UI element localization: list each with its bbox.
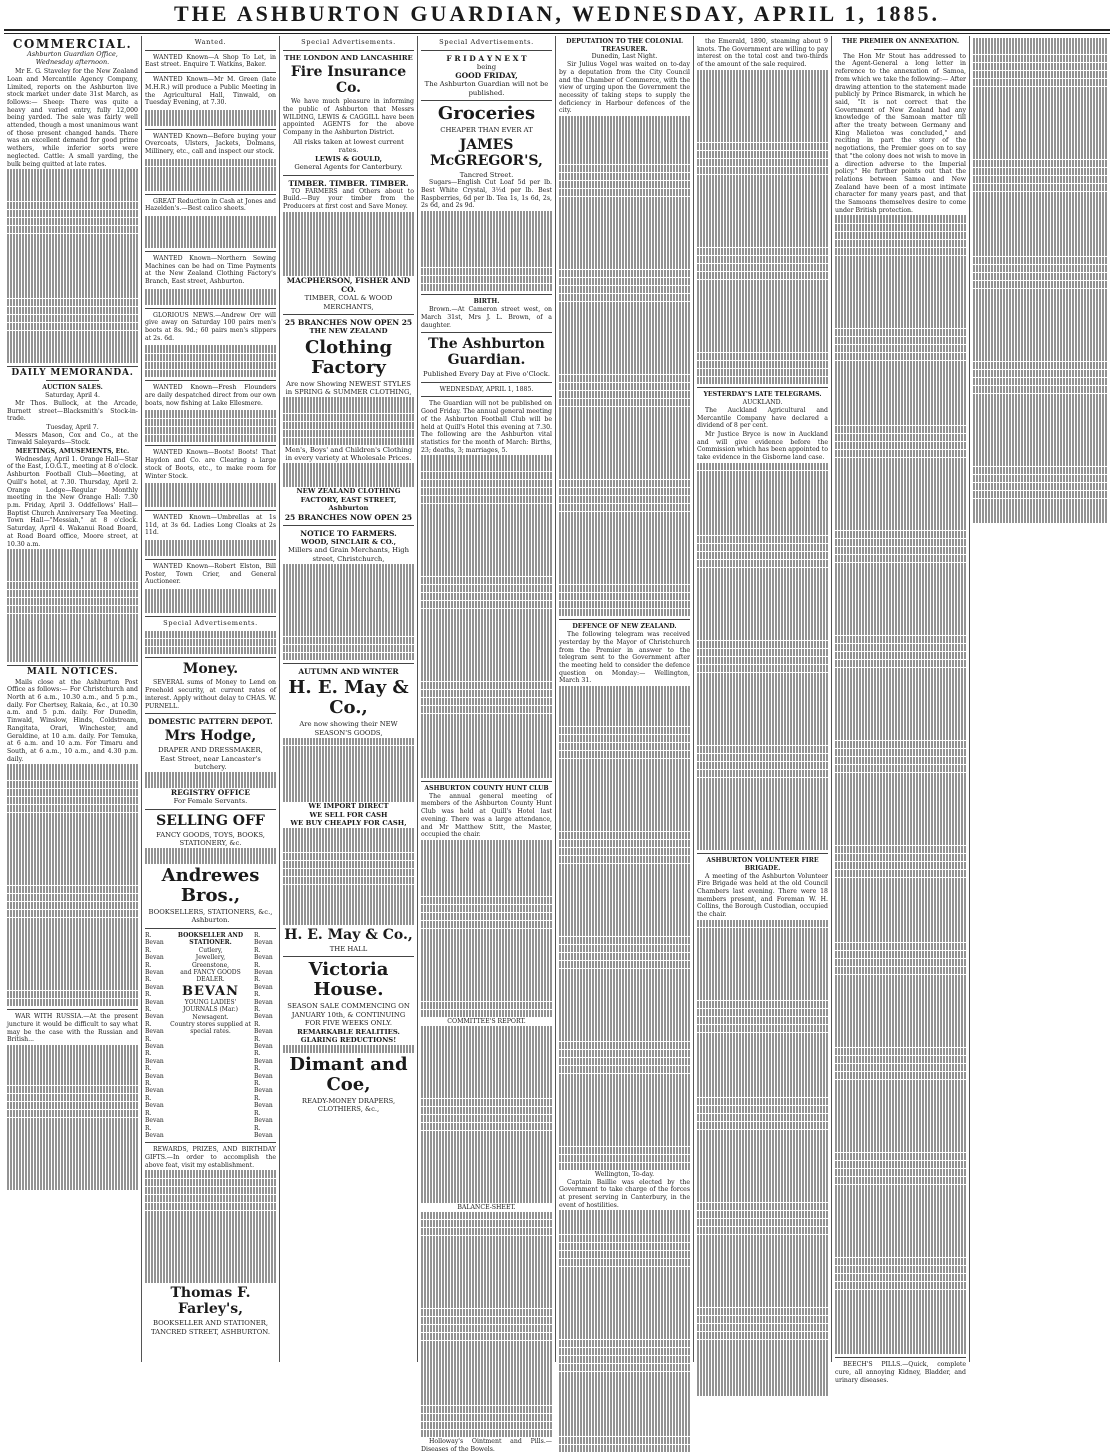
mcgregor-title: JAMES McGREGOR'S,	[430, 136, 543, 169]
masthead-rule-thin	[4, 33, 1110, 34]
farley-title: Thomas F. Farley's,	[170, 1285, 251, 1318]
remarkable-realities: REMARKABLE REALITIES. GLARING REDUCTIONS!	[297, 1027, 400, 1045]
column-6	[694, 36, 832, 1362]
andrewes-bros-title: Andrewes Bros.,	[161, 864, 260, 906]
buy-cheap: WE BUY CHEAPLY FOR CASH,	[290, 819, 407, 828]
wellington-dateline: Wellington, To-day.	[594, 1170, 655, 1178]
fire-brigade-heading: ASHBURTON VOLUNTEER FIRE BRIGADE.	[706, 857, 819, 872]
auction-text-2: Messrs Mason, Cox and Co., at the Tinwald Saleyards—Stock.	[7, 431, 138, 447]
defence-heading: DEFENCE OF NEW ZEALAND.	[572, 623, 677, 631]
mcgregor-street: Tancred Street.	[459, 170, 514, 179]
notice-to-farmers: NOTICE TO FARMERS.	[300, 528, 397, 538]
column-7	[832, 36, 970, 1384]
premier-annexation-heading: THE PREMIER ON ANNEXATION.	[842, 38, 959, 45]
mrs-hodge-sub: DRAPER AND DRESSMAKER,	[158, 746, 263, 755]
holloway-ad: Holloway's Ointment and Pills.—Diseases of the Bowels.	[421, 1437, 552, 1453]
andrewes-bros-sub: BOOKSELLERS, STATIONERS, &c., Ashburton.	[148, 907, 273, 925]
issue-date: WEDNESDAY, APRIL 1, 1885.	[439, 385, 534, 393]
victoria-house-title: Victoria House.	[308, 959, 389, 1001]
farley-sub: BOOKSELLER AND STATIONER, TANCRED STREET, ASHBURTON.	[151, 1319, 270, 1336]
good-friday: GOOD FRIDAY,	[455, 71, 518, 81]
deputation-body: Sir Julius Vogel was waited on to-day by a deputation from the City Council and the Chamber of Commerce, with the view of urging upon the Government the necessity of taking steps to supply the deficiency in Harbour defences of the city.	[559, 61, 690, 115]
sell-cash: WE SELL FOR CASH	[309, 810, 388, 819]
commercial-office: Ashburton Guardian Office,	[27, 49, 118, 58]
groceries-title: Groceries	[437, 103, 536, 125]
wellington-body: Captain Baillie was elected by the Government to take charge of the forces at present serving in Canterbury, in the event of hostilities.	[559, 1178, 690, 1209]
auction-date-2: Tuesday, April 7.	[46, 423, 99, 431]
mrs-hodge-addr: East Street, near Lancaster's butchery.	[160, 754, 261, 772]
mail-notices-text: Mails close at the Ashburton Post Office as follows:— For Christchurch and North at 6 a.m., 10.30 a.m., and 5 p.m., daily. For Chertsey, Rakaia, &c., at 10.30 a.m. and 5 p.m. daily. For Dunedin, Tinwald, Winslow, Hinds, Coldstream, Rangitata, Orari, Winchester, and Geraldine, at 10 a.m. daily. For Temuka, at 6 a.m. and 10 a.m. For Timaru and South, at 6 a.m., 10 a.m., and 4.30 p.m. daily.	[7, 678, 138, 763]
bevan-advert: R. Bevan R. Bevan R. Bevan R. Bevan R. Bevan R. Bevan R. Bevan R. Bevan R. Bevan R. Bevan R. Bevan R. Bevan R. Bevan R. Bevan BOOKSELLER AND STATIONER. Cutlery, Jewellery, Greenstone, and FANCY GOODS DEALER. BEVAN YOUNG LADIES' JOURNALS (Mar.) Newsagent. Country stores supplied at special rates. R. Bevan R. Bevan R. Bevan R. Bevan R. Bevan R. Bevan R. Bevan R. Bevan R. Bevan R. Bevan R. Bevan R. Bevan R. Bevan R. Bevan	[145, 931, 273, 1139]
deputation-dateline: Dunedin, Last Night.	[591, 53, 658, 61]
newspaper-title: THE ASHBURTON GUARDIAN, WEDNESDAY, APRIL 1, 1885.	[173, 1, 941, 26]
registry-office: REGISTRY OFFICE	[170, 788, 251, 798]
guardian-nameplate: The Ashburton Guardian.	[428, 336, 545, 369]
column-4	[418, 36, 556, 1453]
guardian-nameplate-sub: Published Every Day at Five o'Clock.	[423, 370, 550, 379]
special-ads-heading-4: Special Advertisements.	[439, 38, 534, 46]
late-telegrams-heading: YESTERDAY'S LATE TELEGRAMS.	[703, 391, 822, 399]
page-columns	[4, 36, 1110, 1453]
beech-pills-ad: BEECH'S PILLS.—Quick, complete cure, all annoying Kidney, Bladder, and urinary diseases.	[835, 1361, 966, 1384]
dimant-coe-sub: READY-MONEY DRAPERS, CLOTHIERS, &c.,	[301, 1096, 396, 1114]
mail-notices-heading: MAIL NOTICES.	[26, 666, 119, 677]
may-co-footer: H. E. May & Co.,	[284, 926, 413, 943]
autumn-winter: AUTUMN AND WINTER	[298, 667, 399, 677]
selling-off-title: SELLING OFF	[156, 812, 265, 829]
wood-sinclair: WOOD, SINCLAIR & CO.,	[301, 537, 396, 546]
deputation-heading: DEPUTATION TO THE COLONIAL TREASURER.	[566, 38, 683, 53]
wanted-ad-6: WANTED Known—Fresh Flounders are daily despatched direct from our own boats, now fishing at Lake Ellesmere.	[145, 384, 276, 407]
hunt-club-text: The annual general meeting of members of the Ashburton County Hunt Club was held at Quill's Hotel last evening. There was a large attendance, and Mr Matthew Stitt, the Master, occupied the chair.	[421, 792, 552, 839]
nz-clothing-header: THE NEW ZEALAND	[309, 327, 388, 336]
auckland-dateline: AUCKLAND.	[742, 399, 783, 407]
domestic-pattern-depot: DOMESTIC PATTERN DEPOT.	[148, 717, 273, 727]
balance-sheet-heading: BALANCE-SHEET.	[457, 1203, 516, 1211]
commercial-heading: COMMERCIAL.	[12, 37, 133, 51]
branches-banner-top: 25 BRANCHES NOW OPEN 25	[284, 318, 413, 328]
registry-sub: For Female Servants.	[173, 797, 248, 806]
fire-insurance-rates: All risks taken at lowest current rates.	[293, 137, 404, 155]
commercial-date: Wednesday afternoon.	[35, 58, 110, 67]
fire-brigade-body: A meeting of the Ashburton Volunteer Fire Brigade was held at the old Council Chambers last evening. There were 18 members present, and Foreman W. H. Collins, the Borough Custodian, occupied the chair.	[697, 872, 828, 919]
column-3	[280, 36, 418, 1362]
fire-insurance-agent-sub: General Agents for Canterbury.	[294, 163, 403, 172]
committee-report-heading: COMMITTEE'S REPORT.	[447, 1017, 526, 1025]
wood-sinclair-sub: Millers and Grain Merchants, High street, Christchurch,	[288, 546, 409, 563]
column-2	[142, 36, 280, 1362]
mrs-hodge-title: Mrs Hodge,	[164, 728, 257, 745]
wanted-ad-1: WANTED Known—A Shop To Let, in East street. Enquire T. Watkins, Baker.	[145, 53, 276, 69]
masthead	[0, 0, 1114, 28]
money-title: Money.	[182, 661, 239, 678]
auction-sales-heading: AUCTION SALES.	[42, 384, 103, 392]
clothing-factory-sub: Are now Showing NEWEST STYLES in SPRING & SUMMER CLOTHING,	[285, 379, 412, 397]
special-ads-heading-2: Special Advertisements.	[163, 618, 258, 627]
fire-insurance-agent: LEWIS & GOULD,	[315, 154, 382, 163]
special-ads-heading-3: Special Advertisements.	[301, 38, 396, 46]
clothing-factory-title: Clothing Factory	[304, 336, 393, 378]
branches-banner-bottom: 25 BRANCHES NOW OPEN 25	[284, 512, 413, 522]
wanted-ad-8: WANTED Known—Umbrellas at 1s 11d, at 3s 6d. Ladies Long Cloaks at 2s 11d.	[145, 514, 276, 537]
masthead-rule	[4, 29, 1110, 31]
import-direct: WE IMPORT DIRECT	[308, 802, 389, 811]
daily-memoranda-heading: DAILY MEMORANDA.	[11, 367, 134, 378]
may-co-title: H. E. May & Co.,	[288, 677, 409, 719]
may-co-hall: THE HALL	[329, 944, 368, 953]
dimant-coe-title: Dimant and Coe,	[289, 1053, 408, 1095]
wanted-ad-2: WANTED Known—Mr M. Green (late M.H.R.) will produce a Public Meeting in the Agricultural Hall, Tinwald, on Tuesday Evening, at 7.30.	[145, 76, 276, 107]
commercial-report: Mr E. G. Staveley for the New Zealand Loan and Mercantile Agency Company, Limited, reports on the Ashburton live stock market under date 31st March, as follows:— Sheep: There was quite a heavy and varied entry, fully 12,000 being yarded. The sale was fairly well attended, though a most unanimous want of those present changed hands. There was an excellent demand for good prime wethers, while inferior sorts were neglected. Cattle: A small yarding, the bulk being quitted at late rates.	[7, 68, 138, 168]
friday-being: being	[476, 62, 497, 71]
glorious-news: GLORIOUS NEWS.—Andrew Orr will give away on Saturday 100 pairs men's boots at 8s. 9d.; 60 pairs men's slippers at 2s. 6d.	[145, 311, 276, 342]
friday-next: F R I D A Y N E X T	[446, 53, 527, 63]
news-body: The Guardian will not be published on Good Friday. The annual general meeting of the Ashburton Football Club will be held at Quill's Hotel this evening at 7.30. The following are the Ashburton vital statistics for the month of March: Births, 23; deaths, 3; marriages, 5.	[421, 400, 552, 454]
column-1	[4, 36, 142, 1362]
timber-title: TIMBER. TIMBER. TIMBER.	[288, 178, 409, 188]
selling-off-sub: FANCY GOODS, TOYS, BOOKS, STATIONERY, &c.	[156, 830, 265, 848]
season-sale: SEASON SALE COMMENCING ON JANUARY 10th, & CONTINUING FOR FIVE WEEKS ONLY.	[287, 1002, 410, 1028]
groceries-cheaper: CHEAPER THAN EVER AT	[440, 126, 533, 135]
meetings-text: Wednesday, April 1. Orange Hall—Star of the East, I.O.G.T., meeting at 8 o'clock. Ashburton Football Club—Meeting, at Quill's hotel, at 7.30. Thursday, April 2. Orange Lodge—Regular Monthly meeting in the New Orange Hall: 7.30 p.m. Friday, April 3. Oddfellows' Hall—Baptist Church Anniversary Tea Meeting. Town Hall—"Messiah," at 8 o'clock. Saturday, April 4. Wakanui Road Board, at Road Board office, Moore street, at 10.30 a.m.	[7, 455, 138, 548]
wanted-heading: Wanted.	[194, 38, 227, 46]
macpherson-title: MACPHERSON, FISHER AND CO.	[286, 276, 411, 295]
london-lancashire: THE LONDON AND LANCASHIRE	[284, 53, 413, 62]
hunt-club-heading: ASHBURTON COUNTY HUNT CLUB	[424, 785, 549, 793]
war-with-russia: WAR WITH RUSSIA.—At the present juncture it would be difficult to say what may be the case with the Russian and British...	[7, 1013, 138, 1044]
telegram-body: Mr Justice Bryce is now in Auckland and will give evidence before the Commission which has been appointed to take evidence in the Gisborne land case.	[697, 430, 828, 462]
wanted-ad-3: WANTED Known—Before buying your Overcoats, Ulsters, Jackets, Dolmans, Millinery, etc., call and inspect our stock.	[145, 132, 276, 156]
wanted-ad-5: WANTED Known—Northern Sewing Machines can be had on Time Payments at the New Zealand Clothing Factory's Branch, East street, Ashburton.	[145, 255, 276, 286]
column-8	[970, 36, 1110, 1362]
defence-body: The following telegram was received yesterday by the Mayor of Christchurch from the Premier in answer to the telegram sent to the Government after the meeting held to consider the defence question on Monday:— Wellington, March 31.	[559, 631, 690, 685]
clothing-factory-text: Men's, Boys' and Children's Clothing in every variety at Wholesale Prices.	[284, 445, 413, 463]
birth-heading: BIRTH.	[473, 298, 500, 306]
may-co-sub: Are now showing their NEW SEASON'S GOODS,	[299, 720, 398, 737]
birth-text: Brown.—At Cameron street west, on March 31st, Mrs J. L. Brown, of a daughter.	[421, 306, 552, 329]
auction-date-1: Saturday, April 4.	[45, 392, 100, 400]
groceries-prices: Sugars—English Cut Loaf 5d per lb. Best White Crystal, 3½d per lb. Best Raspberries, 6d per lb. Tea 1s, 1s 6d, 2s, 2s 6d, and 2s 9d.	[421, 179, 552, 210]
auction-text-1: Mr Thos. Bullock, at the Arcade, Burnett street—Blacksmith's Stock-in-trade.	[7, 399, 138, 423]
column-5	[556, 36, 694, 1362]
col6-body: the Emerald, 1890, steaming about 9 knots. The Government are willing to pay interest on the total cost and two-thirds of the amount of the sale required.	[697, 38, 828, 69]
rewards-text: REWARDS, PRIZES, AND BIRTHDAY GIFTS.—In order to accomplish the above feat, visit my establishment.	[145, 1146, 276, 1169]
clothing-factory-footer: NEW ZEALAND CLOTHING FACTORY, EAST STREET, Ashburton	[296, 487, 401, 513]
macpherson-sub: TIMBER, COAL & WOOD MERCHANTS,	[304, 294, 393, 311]
wanted-ad-9: WANTED Known—Robert Elston, Bill Poster, Town Crier, and General Auctioneer.	[145, 562, 276, 586]
premier-annexation-body: The Hon Mr Stout has addressed to the Agent-General a long letter in reference to the annexation of Samoa, from which we take the following:— After drawing attention to the statement made publicly by Prince Bismarck, in which he said, "It is not correct that the Government of New Zealand had any knowledge of the Samoan matter till after the treaty between Germany and King Malietoa was concluded," and reciting in part the story of the negotiations, the Premier goes on to say that "the colony does not wish to move in a direction adverse to the Imperial policy." He further points out that the relations between Samoa and New Zealand have been of a most intimate character for many years past, and that the Samoans themselves desire to come under British protection.	[835, 52, 966, 214]
auckland-body: The Auckland Agricultural and Mercantile Company have declared a dividend of 8 per cent.	[697, 406, 828, 430]
timber-text: TO FARMERS and Others about to Build.—Buy your timber from the Producers at first cost and Save Money.	[283, 187, 414, 211]
not-published: The Ashburton Guardian will not be published.	[424, 80, 549, 97]
meetings-heading: MEETINGS, AMUSEMENTS, Etc.	[15, 448, 130, 456]
fire-insurance-title: Fire Insurance Co.	[290, 64, 407, 97]
money-text: SEVERAL sums of Money to Lend on Freehold security, at current rates of interest. Apply without delay to CHAS. W. PURNELL.	[145, 679, 276, 710]
fire-insurance-text: We have much pleasure in informing the public of Ashburton that Messrs WILDING, LEWIS & CAGGILL have been appointed AGENTS for the above Company in the Ashburton District.	[283, 98, 414, 137]
wanted-ad-4: GREAT Reduction in Cash at Jones and Hazelden's.—Best calico sheets.	[145, 197, 276, 213]
wanted-ad-7: WANTED Known—Boots! Boots! That Haydon and Co. are Clearing a large stock of Boots, etc., to make room for Winter Stock.	[145, 449, 276, 480]
